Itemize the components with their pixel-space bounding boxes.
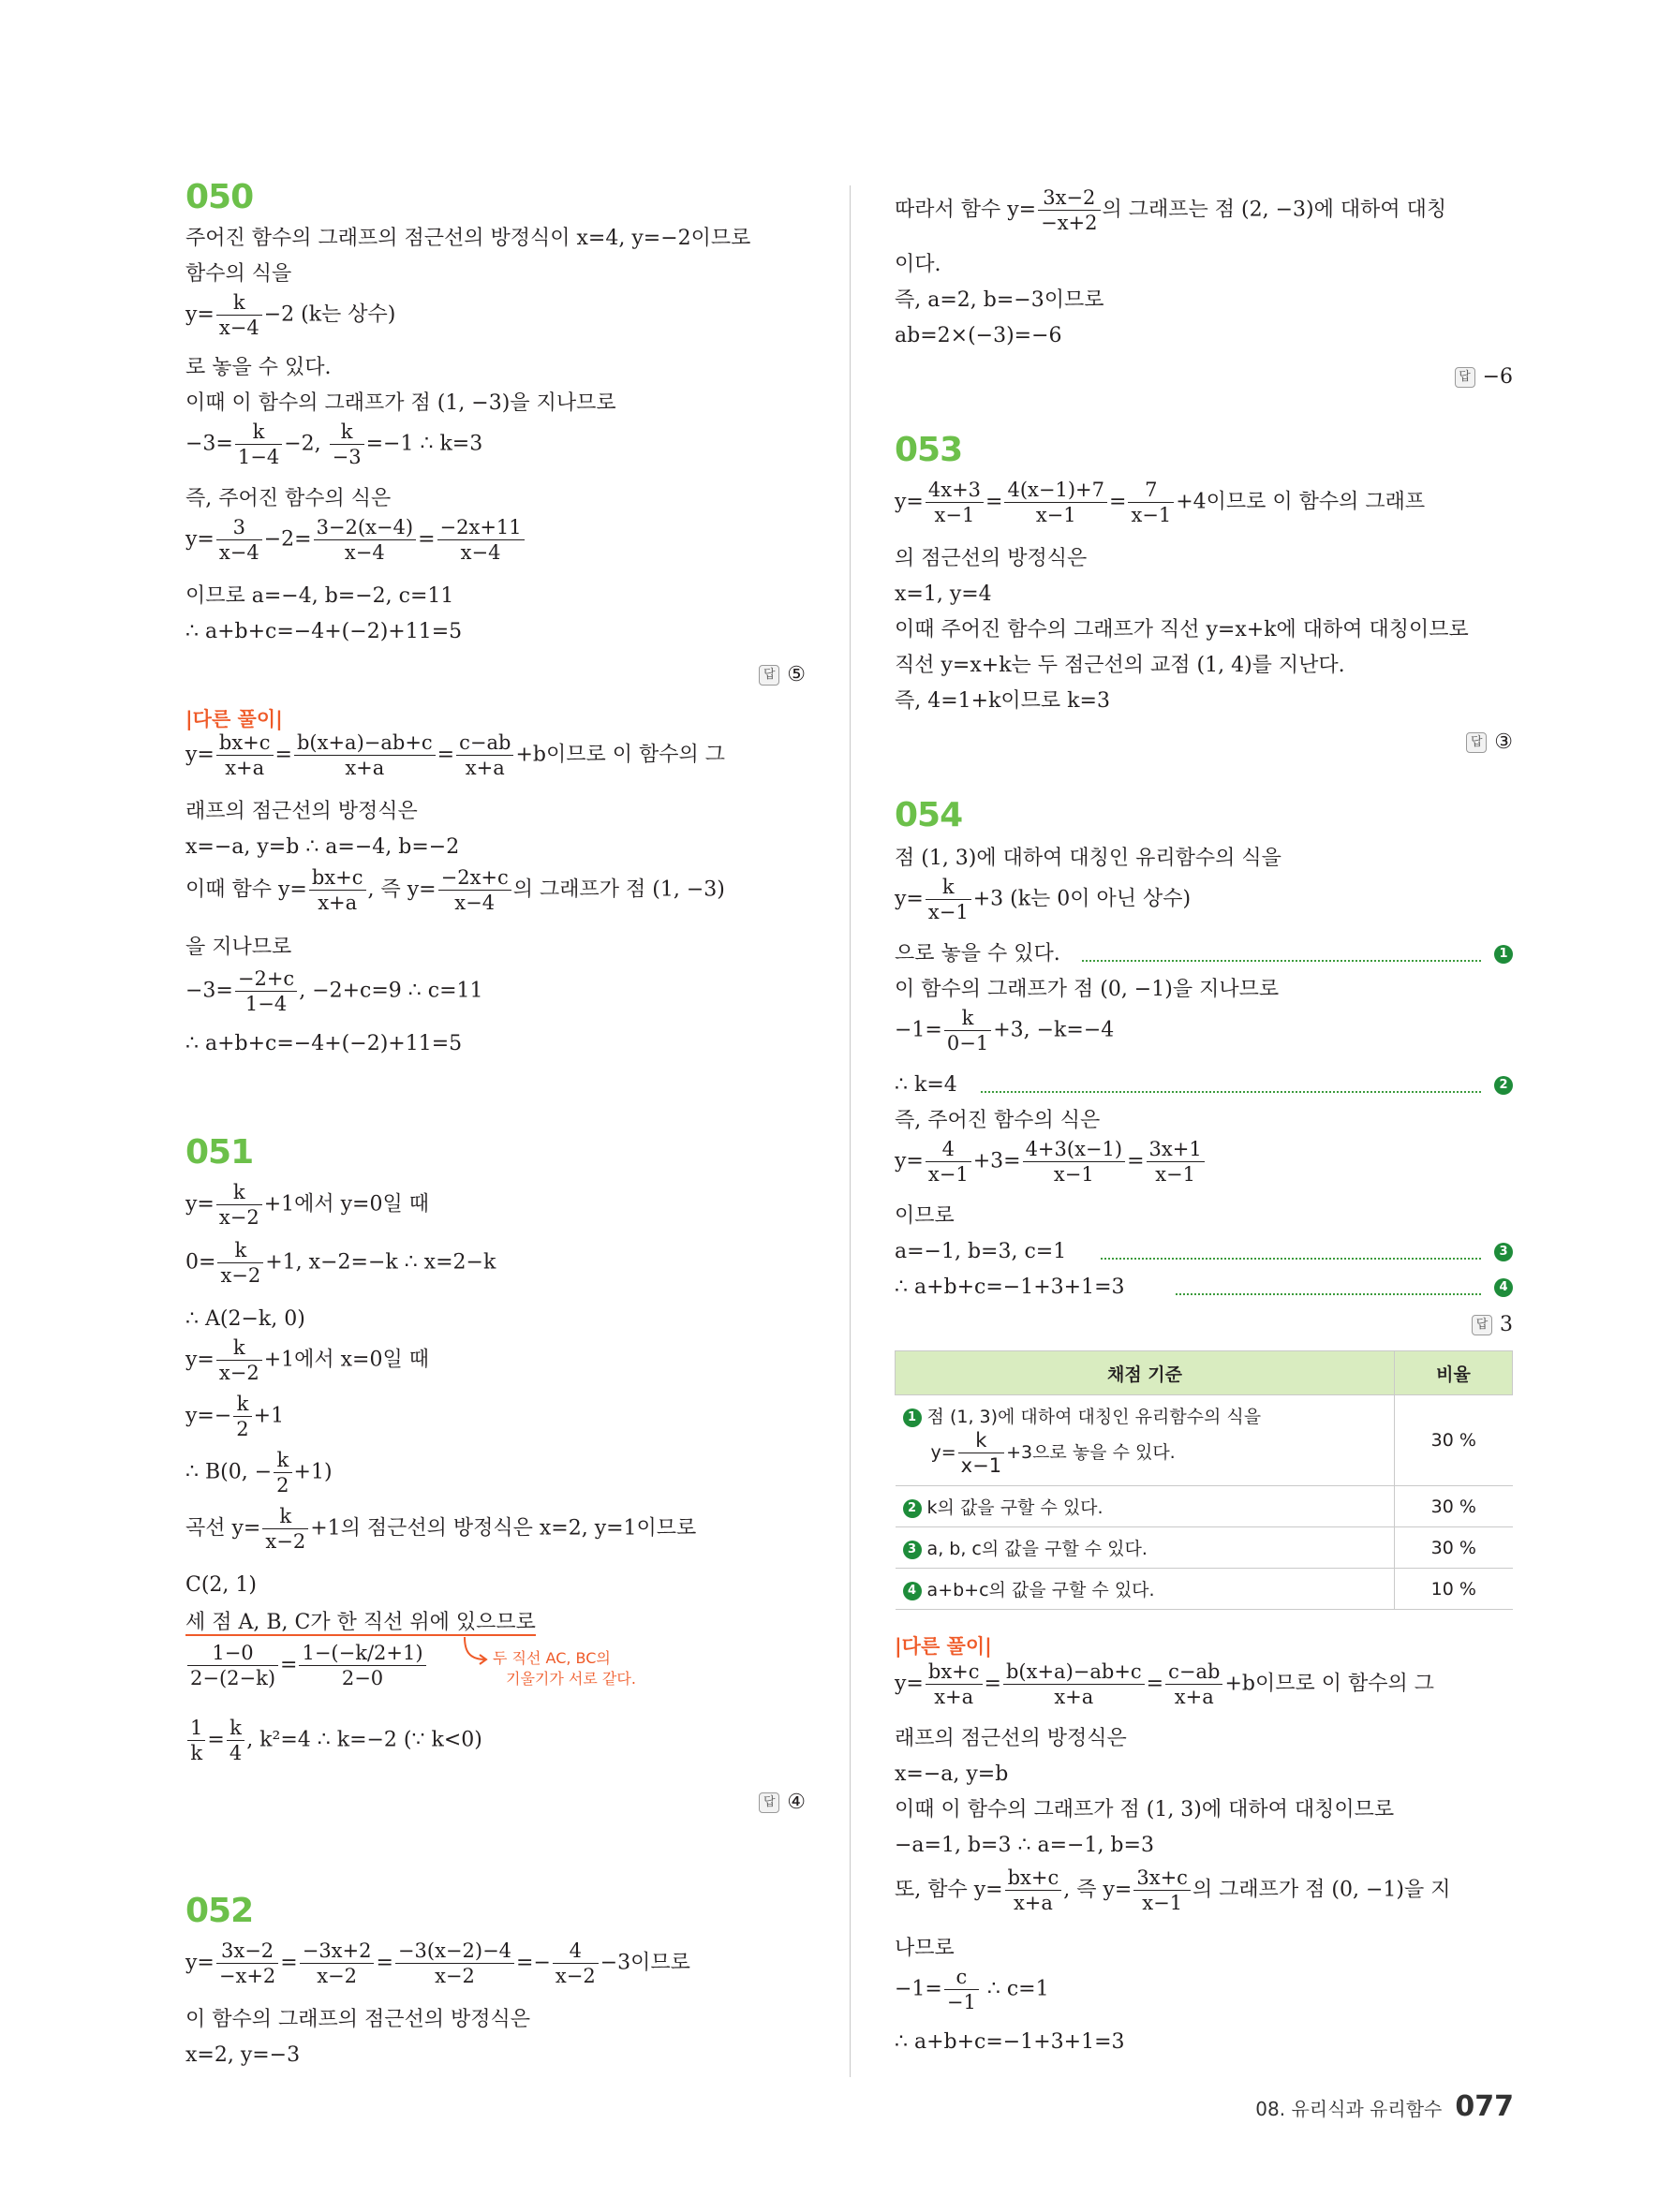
criteria-cell: 4 a+b+c의 값을 구할 수 있다. [896,1569,1395,1610]
text-line: 이므로 [895,1204,955,1228]
problem-number-051: 051 [185,1133,254,1172]
note-arrow-icon [463,1637,491,1669]
text-line: x=1, y=4 [895,582,992,606]
answer-value: ④ [787,1791,806,1814]
equation-line: y= $\frac{3}{x-4}$ −2= $\frac{3-2(x-4)}{x-4}$ = $\frac{-2x+11}{x-4}$ [185,515,526,565]
table-row [896,1527,1513,1569]
equation-line: y= $\frac{bx+c}{x+a}$ = $\frac{b(x+a)-ab+c}{x+a}$ = $\frac{c-ab}{x+a}$ +b이므로 이 함수의 그 [185,731,725,779]
answer-icon: 답 [1472,1315,1492,1335]
equation-line: y= $\frac{k}{x-4}$ −2 (k는 상수) [185,291,396,339]
equation-line: 곡선 y= $\frac{k}{x-2}$ +1의 점근선의 방정식은 x=2, y=1이므로 [185,1505,697,1553]
text-line: 이때 이 함수의 그래프가 점 (1, 3)에 대하여 대칭이므로 [895,1798,1395,1821]
grading-criteria-table [895,1350,1513,1610]
equation-line: y= $\frac{4x+3}{x-1}$ = $\frac{4(x-1)+7}{x-1}$ = $\frac{7}{x-1}$ +4이므로 이 함수의 그래프 [895,479,1426,526]
text-line: 이 함수의 그래프가 점 (0, −1)을 지나므로 [895,978,1280,1001]
rate-cell: 30 % [1395,1486,1513,1527]
text-line: 나므로 [895,1937,955,1960]
answer-052 [1455,365,1513,389]
text-line: 으로 놓을 수 있다. [895,942,1060,966]
text-line: C(2, 1) [185,1573,257,1597]
answer-051 [759,1791,806,1814]
text-line: 즉, 주어진 함수의 식은 [185,487,392,510]
table-row [896,1395,1513,1486]
text-line: 이므로 a=−4, b=−2, c=11 [185,584,454,608]
answer-icon: 답 [1455,367,1475,388]
dotted-leader [1101,1258,1481,1260]
step-2-marker: 2 [903,1499,922,1518]
table-row [896,1569,1513,1610]
step-1-marker: 1 [903,1408,922,1427]
answer-050 [759,663,806,686]
text-line: −a=1, b=3 ∴ a=−1, b=3 [895,1834,1154,1857]
text-line: x=2, y=−3 [185,2043,301,2067]
equation-line: 이때 함수 y= $\frac{bx+c}{x+a}$ , 즉 y= $\frac{-2x+c}{x-4}$ 의 그래프가 점 (1, −3) [185,866,725,914]
criteria-cell: 1 점 (1, 3)에 대하여 대칭인 유리함수의 식을 y= $\frac{k}{x-1}$ +3으로 놓을 수 있다. [896,1395,1395,1486]
equation-line: −1= $\frac{k}{0-1}$ +3, −k=−4 [895,1007,1115,1054]
text-line: ∴ a+b+c=−1+3+1=3 [895,2030,1125,2054]
equation-line: 0= $\frac{k}{x-2}$ +1, x−2=−k ∴ x=2−k [185,1239,496,1287]
text-line: ∴ a+b+c=−4+(−2)+11=5 [185,620,463,643]
criteria-cell: 2 k의 값을 구할 수 있다. [896,1486,1395,1527]
text-line: ∴ k=4 [895,1073,957,1097]
text-line: ∴ A(2−k, 0) [185,1307,305,1331]
answer-icon: 답 [759,1792,779,1813]
dotted-leader [1176,1293,1481,1295]
step-1-marker: 1 [1494,945,1513,964]
equation-line: −1= $\frac{c}{-1}$ ∴ c=1 [895,1966,1049,2013]
text-line: 로 놓을 수 있다. [185,356,332,379]
text-line: 이다. [895,253,941,276]
text-line: a=−1, b=3, c=1 [895,1240,1067,1263]
text-line: x=−a, y=b ∴ a=−4, b=−2 [185,835,460,859]
alternative-solution-label: |다른 풀이| [895,1635,992,1658]
answer-value: −6 [1482,365,1513,389]
answer-value: ⑤ [787,663,806,686]
problem-number-050: 050 [185,178,254,216]
answer-054 [1472,1313,1513,1336]
equation-line: $\frac{1-0}{2-(2-k)}$ = $\frac{1-(-k/2+1)}{2-0}$ [185,1641,428,1690]
equation-line: y= $\frac{k}{x-2}$ +1에서 x=0일 때 [185,1336,429,1384]
problem-number-054: 054 [895,796,963,834]
alternative-solution-label: |다른 풀이| [185,708,283,730]
answer-icon: 답 [759,665,779,686]
text-line: 래프의 점근선의 방정식은 [895,1727,1127,1750]
text-line: 이때 이 함수의 그래프가 점 (1, −3)을 지나므로 [185,391,616,415]
equation-line: y= $\frac{k}{x-2}$ +1에서 y=0일 때 [185,1181,429,1229]
column-divider [850,185,851,2077]
dotted-leader [1082,960,1481,962]
answer-value: 3 [1500,1313,1513,1336]
chapter-title: 08. 유리식과 유리함수 [1255,2098,1443,2120]
table-row [896,1486,1513,1527]
text-line: 즉, 주어진 함수의 식은 [895,1109,1101,1132]
text-line: x=−a, y=b [895,1762,1009,1786]
page-number: 077 [1455,2090,1514,2123]
criteria-cell: 3 a, b, c의 값을 구할 수 있다. [896,1527,1395,1569]
answer-icon: 답 [1466,732,1487,753]
equation-line: y= $\frac{bx+c}{x+a}$ = $\frac{b(x+a)-ab+c}{x+a}$ = $\frac{c-ab}{x+a}$ +b이므로 이 함수의 그 [895,1660,1434,1708]
text-line: 이 함수의 그래프의 점근선의 방정식은 [185,2008,531,2031]
table-header-row [896,1351,1513,1395]
text-line: 즉, 4=1+k이므로 k=3 [895,689,1110,713]
text-line: 이때 주어진 함수의 그래프가 직선 y=x+k에 대하여 대칭이므로 [895,618,1469,641]
page-footer [1255,2090,1514,2123]
text-line: 을 지나므로 [185,936,292,959]
equation-line: y= $\frac{3x-2}{-x+2}$ = $\frac{-3x+2}{x-2}$ = $\frac{-3(x-2)-4}{x-2}$ =− $\frac{4}{x-2}$ −3이므로 [185,1939,690,1987]
equation-line: 따라서 함수 y= $\frac{3x-2}{-x+2}$ 의 그래프는 점 (2, −3)에 대하여 대칭 [895,186,1447,234]
step-3-marker: 3 [1494,1243,1513,1261]
step-2-marker: 2 [1494,1076,1513,1095]
rate-cell: 10 % [1395,1569,1513,1610]
text-line: ∴ a+b+c=−4+(−2)+11=5 [185,1032,463,1055]
problem-number-053: 053 [895,431,963,469]
underlined-text: 세 점 A, B, C가 한 직선 위에 있으므로 [185,1611,536,1634]
problem-number-052: 052 [185,1892,254,1930]
column-header-rate: 비율 [1395,1351,1513,1395]
column-header-criteria: 채점 기준 [896,1351,1395,1395]
equation-line: $\frac{1}{k}$ = $\frac{k}{4}$ , k²=4 ∴ k=−2 (∵ k<0) [185,1716,482,1765]
dotted-leader [981,1091,1481,1093]
text-line: ∴ a+b+c=−1+3+1=3 [895,1276,1125,1299]
step-3-marker: 3 [903,1541,922,1559]
equation-line: y= $\frac{k}{x-1}$ +3 (k는 0이 아닌 상수) [895,876,1192,923]
step-4-marker: 4 [1494,1278,1513,1297]
text-line: 즉, a=2, b=−3이므로 [895,288,1104,312]
equation-line: 또, 함수 y= $\frac{bx+c}{x+a}$ , 즉 y= $\frac{3x+c}{x-1}$ 의 그래프가 점 (0, −1)을 지 [895,1866,1451,1914]
side-note: 두 직선 AC, BC의 기울기가 서로 같다. [493,1649,636,1688]
text-line: 점 (1, 3)에 대하여 대칭인 유리함수의 식을 [895,847,1281,870]
equation-line: ∴ B(0, − $\frac{k}{2}$ +1) [185,1449,333,1497]
answer-value: ③ [1494,730,1513,754]
text-line: ab=2×(−3)=−6 [895,324,1062,347]
rate-cell: 30 % [1395,1395,1513,1486]
text-line: 주어진 함수의 그래프의 점근선의 방정식이 x=4, y=−2이므로 [185,227,751,250]
equation-line: −3= $\frac{k}{1-4}$ −2, $\frac{k}{-3}$ =−1 ∴ k=3 [185,420,483,468]
text-line: 직선 y=x+k는 두 점근선의 교점 (1, 4)를 지난다. [895,654,1345,677]
equation-line: y=− $\frac{k}{2}$ +1 [185,1393,285,1440]
equation-line: y= $\frac{4}{x-1}$ +3= $\frac{4+3(x-1)}{x-1}$ = $\frac{3x+1}{x-1}$ [895,1137,1207,1187]
text-line: 함수의 식을 [185,262,292,286]
text-line: 래프의 점근선의 방정식은 [185,800,418,823]
rate-cell: 30 % [1395,1527,1513,1569]
answer-053 [1466,730,1513,754]
step-4-marker: 4 [903,1582,922,1600]
text-line [185,1607,536,1639]
text-line: 의 점근선의 방정식은 [895,547,1088,570]
equation-line: −3= $\frac{-2+c}{1-4}$ , −2+c=9 ∴ c=11 [185,967,483,1015]
